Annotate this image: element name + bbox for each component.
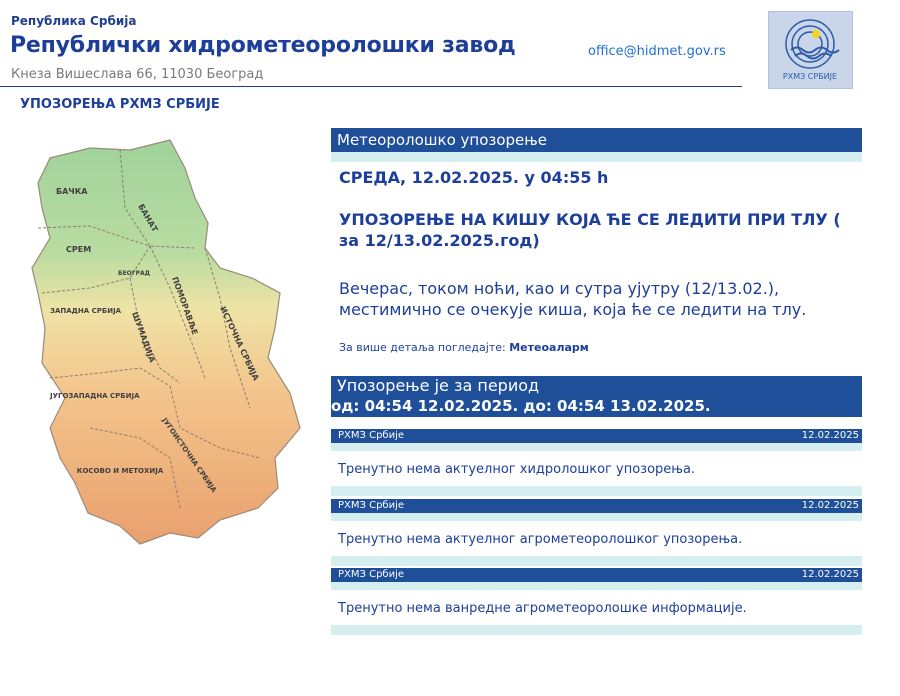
region-label-banat: БАНАТ [136, 202, 160, 234]
country-name: Република Србија [11, 14, 137, 28]
period-label: Упозорење је за период [337, 376, 540, 395]
period-panel [331, 376, 862, 417]
notice-hydro [331, 429, 862, 496]
meteoalarm-link[interactable]: Метеоаларм [509, 341, 589, 354]
notice-agro-info [331, 568, 862, 635]
rhmz-logo[interactable] [768, 11, 853, 89]
region-label-istocna-srbija: ИСТОЧНА СРБИЈА [218, 305, 261, 382]
region-label-sumadija: ШУМАДИЈА [130, 310, 157, 364]
period-value: од: 04:54 12.02.2025. до: 04:54 13.02.2025. [331, 397, 711, 415]
notice-source: РХМЗ Србије [338, 569, 405, 580]
notice-date: 12.02.2025 [801, 500, 859, 511]
warning-text: Вечерас, током ноћи, као и сутра ујутру (12/13.02.), местимично се очекује киша, која ће се ледити на тлу. [339, 279, 807, 319]
institute-address: Кнеза Вишеслава 66, 11030 Београд [11, 67, 264, 82]
region-label-pomoravlje: ПОМОРАВЉЕ [170, 275, 200, 337]
warning-date: СРЕДА, 12.02.2025. у 04:55 h [339, 168, 609, 187]
notice-text: Тренутно нема ванредне агрометеоролошке информације. [338, 601, 747, 616]
region-label-kosovo-metohija: КОСОВО И МЕТОХИЈА [76, 467, 164, 475]
notice-agro-warning [331, 499, 862, 566]
notice-source: РХМЗ Србије [338, 500, 405, 511]
warning-header-strip [331, 152, 862, 162]
serbia-regions-map[interactable] [20, 128, 320, 560]
notice-text: Тренутно нема актуелног агрометеоролошког упозорења. [338, 532, 743, 547]
notice-source: РХМЗ Србије [338, 430, 405, 441]
notice-text: Тренутно нема актуелног хидролошког упозорења. [338, 462, 696, 477]
period-bar [331, 376, 862, 417]
region-label-beograd: БЕОГРАД [118, 270, 150, 277]
region-label-jugozapadna-srbija: ЈУГОЗАПАДНА СРБИЈА [50, 392, 140, 400]
header-divider [0, 86, 742, 87]
notice-agro-bar [331, 499, 862, 513]
more-details [339, 341, 589, 354]
email-link[interactable]: office@hidmet.gov.rs [588, 44, 726, 59]
institute-title[interactable]: Републички хидрометеоролошки завод [10, 33, 516, 58]
region-label-zapadna-srbija: ЗАПАДНА СРБИЈА [50, 307, 122, 315]
notice-date: 12.02.2025 [801, 569, 859, 580]
map-shape [32, 140, 300, 544]
notice-hydro-bar [331, 429, 862, 443]
region-label-backa: БАЧКА [56, 187, 88, 196]
region-label-jugoistocna-srbija: ЈУГОИСТОЧНА СРБИЈА [160, 416, 218, 495]
notice-agro-info-bar [331, 568, 862, 582]
page-header [0, 0, 900, 96]
notice-date: 12.02.2025 [801, 430, 859, 441]
warning-header-panel [331, 128, 862, 162]
region-label-srem: СРЕМ [66, 245, 92, 254]
more-details-label: За више детаља погледајте: [339, 341, 506, 354]
warning-header-bar: Метеоролошко упозорење [331, 128, 862, 152]
warning-title: УПОЗОРЕЊЕ НА КИШУ КОЈА ЋЕ СЕ ЛЕДИТИ ПРИ ТЛУ ( за 12/13.02.2025.год) [339, 210, 841, 250]
section-title: УПОЗОРЕЊА РХМЗ СРБИЈЕ [20, 97, 220, 112]
logo-text: РХМЗ СРБИЈЕ [782, 72, 838, 81]
